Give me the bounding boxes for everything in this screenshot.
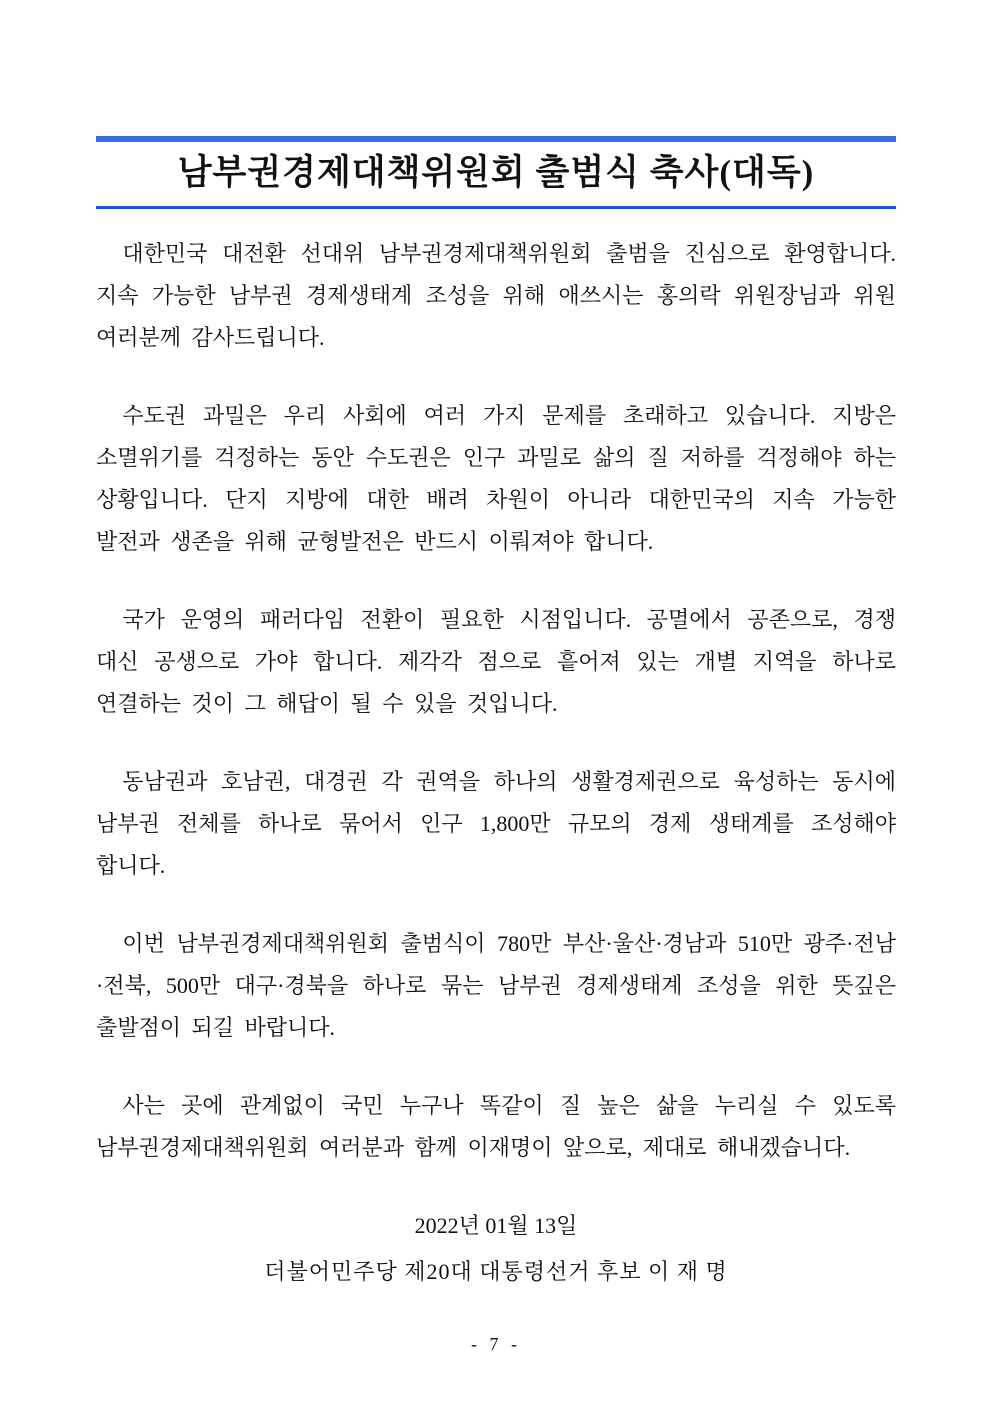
paragraph-economic-bloc: 동남권과 호남권, 대경권 각 권역을 하나의 생활경제권으로 육성하는 동시에 남부권 전체를 하나로 묶어서 인구 1,800만 규모의 경제 생태계를 조성해야 합니다.: [96, 768, 896, 878]
document-signature: 더불어민주당 제20대 대통령선거 후보 이 재 명: [264, 1258, 728, 1284]
paragraph-paradigm-shift: 국가 운영의 패러다임 전환이 필요한 시점입니다. 공멸에서 공존으로, 경쟁 대신 공생으로 가야 합니다. 제각각 점으로 흩어져 있는 개별 지역을 하나로 연결하는 것이 그 해답이 될 수 있을 것입니다.: [96, 606, 896, 716]
document-closing: [96, 1205, 896, 1293]
paragraph-capital-overcrowding: 수도권 과밀은 우리 사회에 여러 가지 문제를 초래하고 있습니다. 지방은 소멸위기를 걱정하는 동안 수도권은 인구 과밀로 삶의 질 저하를 걱정해야 하는 상황입니다. 단지 지방에 대한 배려 차원이 아니라 대한민국의 지속 가능한 발전과 생존을 위해 균형발전은 반드시 이뤄져야 합니다.: [96, 402, 896, 554]
document-header: [96, 136, 896, 209]
page-footer: [0, 1334, 992, 1355]
paragraph-launch-significance: 이번 남부권경제대책위원회 출범식이 780만 부산·울산·경남과 510만 광주·전남·전북, 500만 대구·경북을 하나로 묶는 남부권 경제생태계 조성을 위한 뜻깊은 출발점이 되길 바랍니다.: [96, 930, 896, 1040]
page-number: - 7 -: [471, 1334, 521, 1354]
document-date: 2022년 01월 13일: [414, 1212, 578, 1238]
document-content: [96, 0, 896, 1293]
paragraph-greeting: 대한민국 대전환 선대위 남부권경제대책위원회 출범을 진심으로 환영합니다. 지속 가능한 남부권 경제생태계 조성을 위해 애쓰시는 홍의락 위원장님과 위원 여러분께 감사드립니다.: [96, 240, 896, 350]
document-body: [96, 233, 896, 1293]
paragraph-pledge: 사는 곳에 관계없이 국민 누구나 똑같이 질 높은 삶을 누리실 수 있도록 남부권경제대책위원회 여러분과 함께 이재명이 앞으로, 제대로 해내겠습니다.: [96, 1092, 896, 1160]
document-title: 남부권경제대책위원회 출범식 축사(대독): [177, 153, 815, 192]
title-rule-bottom: [96, 206, 896, 209]
